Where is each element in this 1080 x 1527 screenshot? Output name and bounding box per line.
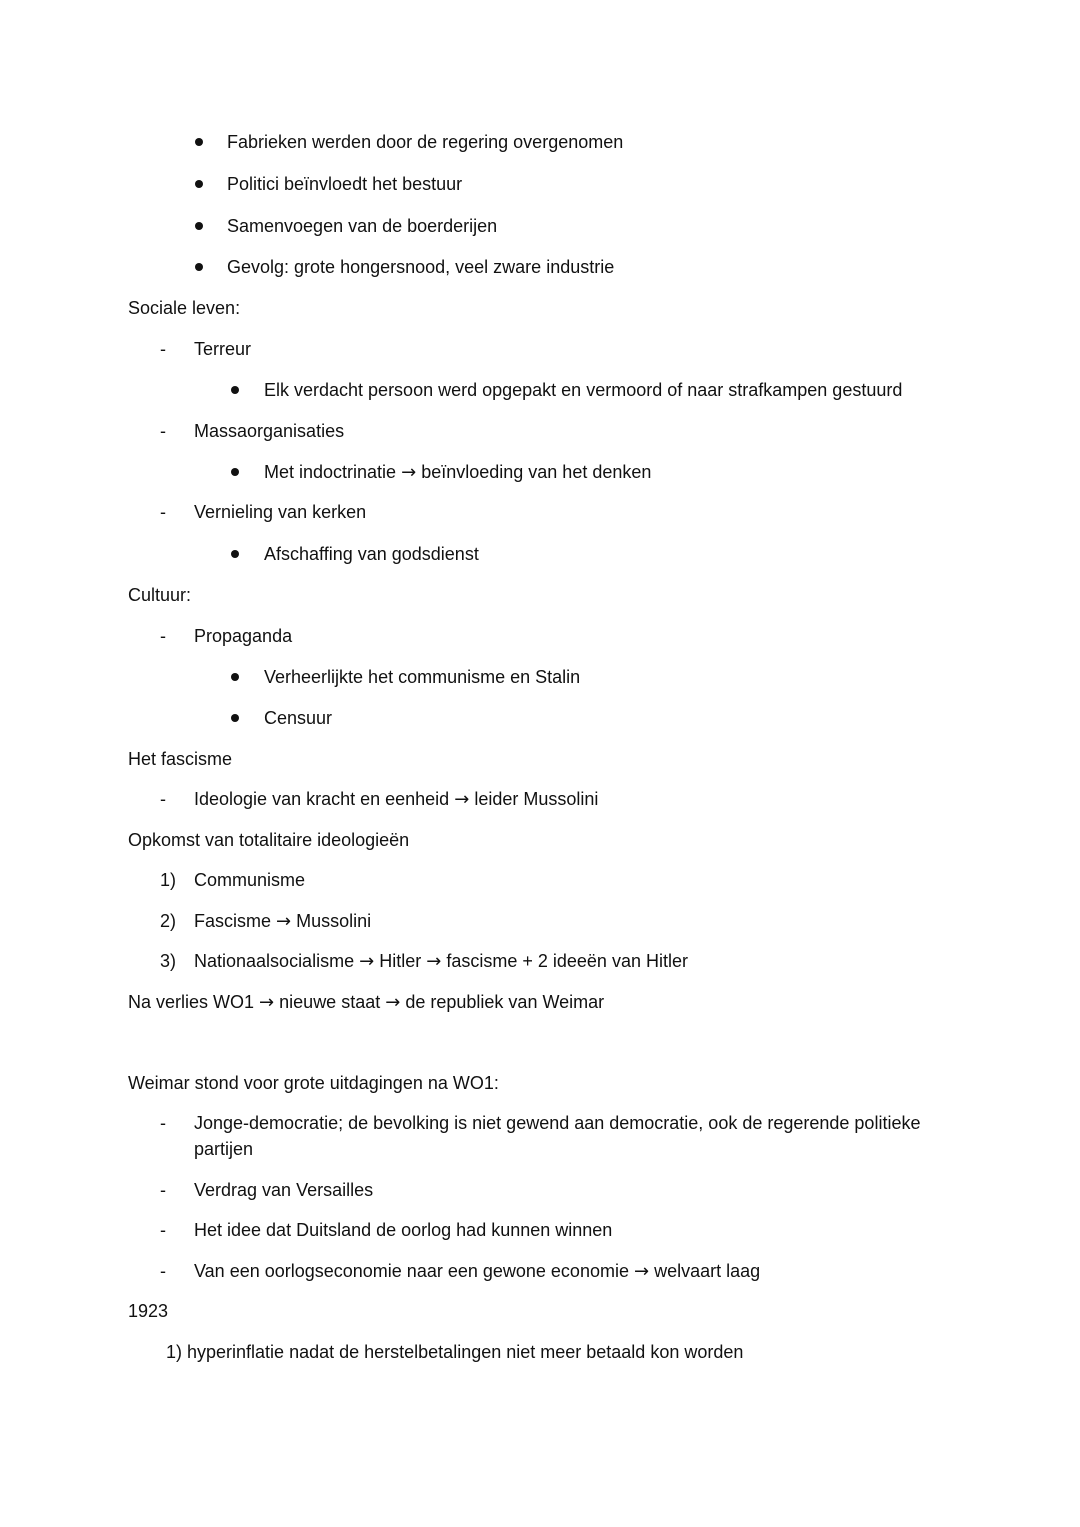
dash-marker: - xyxy=(160,789,166,809)
dash-item-text: Van een oorlogseconomie naar een gewone economie → welvaart laag xyxy=(194,1261,761,1282)
bullet-text: Met indoctrinatie → beïnvloeding van het denken xyxy=(264,462,652,483)
section-heading: Cultuur: xyxy=(128,585,192,605)
bullet-text: Censuur xyxy=(264,708,333,728)
section-heading: Sociale leven: xyxy=(128,298,241,318)
numbered-item-text: Fascisme → Mussolini xyxy=(194,911,372,932)
dash-marker: - xyxy=(160,626,166,646)
bullet-text: Politici beïnvloedt het bestuur xyxy=(227,174,463,194)
bullet-icon xyxy=(231,550,239,558)
dash-item-text: Verdrag van Versailles xyxy=(194,1180,374,1200)
bullet-icon xyxy=(195,263,203,271)
bullet-text: Fabrieken werden door de regering overgenomen xyxy=(227,132,624,152)
dash-item-text: Ideologie van kracht en eenheid → leider Mussolini xyxy=(194,789,599,810)
list-number: 2) xyxy=(160,911,177,931)
dash-marker: - xyxy=(160,1261,166,1281)
list-number: 1) xyxy=(160,870,177,890)
numbered-item-text: Nationaalsocialisme → Hitler → fascisme + 2 ideeën van Hitler xyxy=(194,951,688,972)
dash-marker: - xyxy=(160,1113,166,1133)
list-number: 3) xyxy=(160,951,177,971)
bullet-icon xyxy=(195,222,203,230)
dash-item-text: Het idee dat Duitsland de oorlog had kunnen winnen xyxy=(194,1220,613,1240)
dash-item-text: Jonge-democratie; de bevolking is niet gewend aan democratie, ook de regerende politieke partijen xyxy=(194,1113,921,1159)
dash-marker: - xyxy=(160,502,166,522)
dash-marker: - xyxy=(160,339,166,359)
dash-item-text: Massaorganisaties xyxy=(194,421,345,441)
arrow-right-icon: → xyxy=(385,992,401,1013)
numbered-item-text: Communisme xyxy=(194,870,306,890)
paragraph-line: Na verlies WO1 → nieuwe staat → de republiek van Weimar xyxy=(128,992,605,1013)
arrow-right-icon: → xyxy=(359,951,375,972)
bullet-icon xyxy=(195,138,203,146)
bullet-text: Elk verdacht persoon werd opgepakt en vermoord of naar strafkampen gestuurd xyxy=(264,380,903,400)
bullet-icon xyxy=(231,714,239,722)
dash-marker: - xyxy=(160,1180,166,1200)
bullet-text: Verheerlijkte het communisme en Stalin xyxy=(264,667,581,687)
bullet-icon xyxy=(231,468,239,476)
arrow-right-icon: → xyxy=(259,992,275,1013)
arrow-right-icon: → xyxy=(401,462,417,483)
dash-item-text: Propaganda xyxy=(194,626,293,646)
bullet-icon xyxy=(231,386,239,394)
numbered-item-text: 1) hyperinflatie nadat de herstelbetalingen niet meer betaald kon worden xyxy=(166,1342,744,1362)
arrow-right-icon: → xyxy=(634,1261,650,1282)
dash-marker: - xyxy=(160,421,166,441)
arrow-right-icon: → xyxy=(426,951,442,972)
arrow-right-icon: → xyxy=(454,789,470,810)
dash-item-text: Vernieling van kerken xyxy=(194,502,367,522)
bullet-icon xyxy=(195,180,203,188)
dash-marker: - xyxy=(160,1220,166,1240)
section-heading: Opkomst van totalitaire ideologieën xyxy=(128,830,410,850)
dash-item-text: Terreur xyxy=(194,339,252,359)
bullet-text: Samenvoegen van de boerderijen xyxy=(227,216,498,236)
bullet-text: Afschaffing van godsdienst xyxy=(264,544,479,564)
section-heading: Weimar stond voor grote uitdagingen na WO1: xyxy=(128,1073,499,1093)
section-heading: Het fascisme xyxy=(128,749,233,769)
bullet-icon xyxy=(231,673,239,681)
bullet-text: Gevolg: grote hongersnood, veel zware industrie xyxy=(227,257,615,277)
section-heading: 1923 xyxy=(128,1301,169,1321)
arrow-right-icon: → xyxy=(276,911,292,932)
